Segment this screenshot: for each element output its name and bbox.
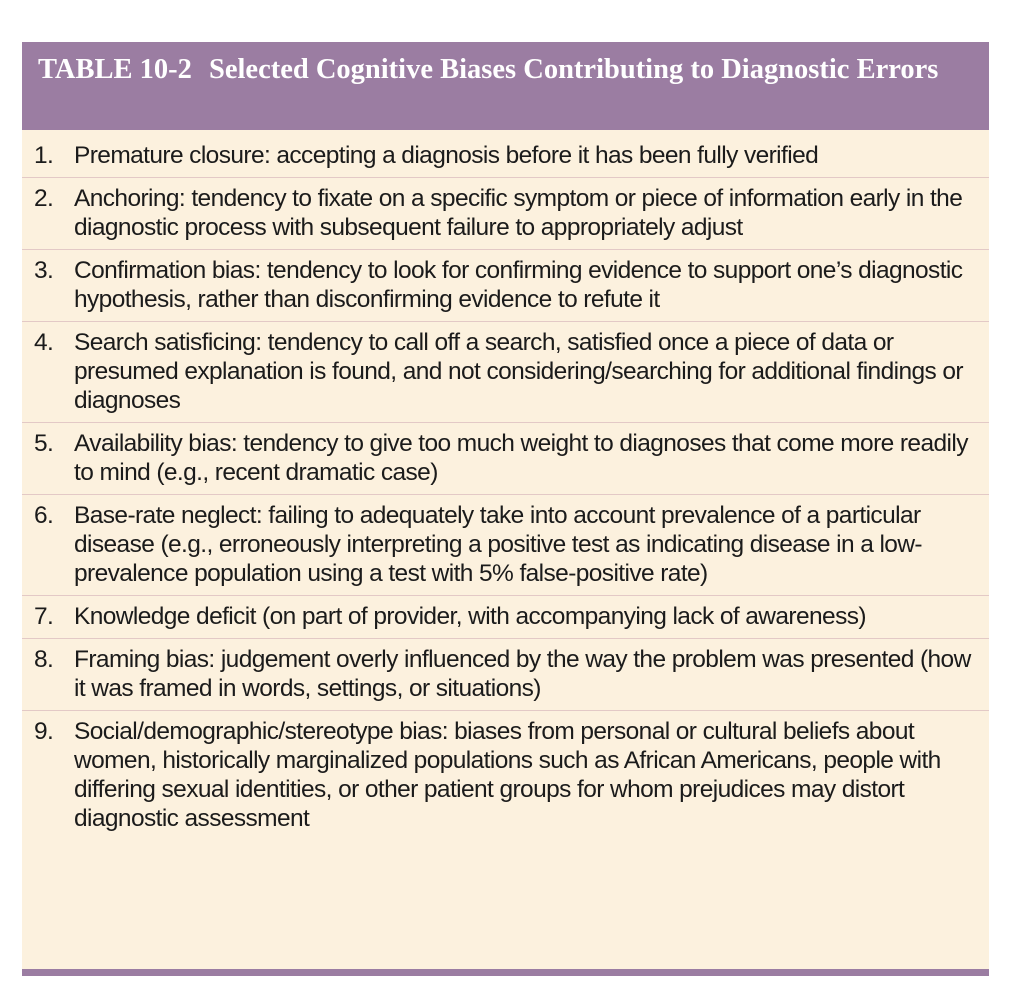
item-text: Framing bias: judgement overly influenced by the way the problem was presented (how it was framed in words, settings, or situations) bbox=[74, 646, 971, 702]
list-item bbox=[22, 328, 989, 423]
item-number: 3. bbox=[34, 257, 54, 284]
table-title: Selected Cognitive Biases Contributing to Diagnostic Errors bbox=[209, 54, 939, 85]
list-item bbox=[22, 141, 989, 178]
item-text: Search satisficing: tendency to call off a search, satisfied once a piece of data or presumed explanation is found, and not considering/searching for additional findings or diagnoses bbox=[74, 329, 963, 414]
item-number: 1. bbox=[34, 142, 54, 169]
list-item bbox=[22, 717, 989, 840]
item-number: 4. bbox=[34, 329, 54, 356]
bias-list bbox=[22, 130, 989, 840]
list-item bbox=[22, 256, 989, 322]
item-number: 2. bbox=[34, 185, 54, 212]
table-header bbox=[22, 42, 989, 130]
table-label: TABLE 10-2 bbox=[38, 54, 192, 85]
item-number: 8. bbox=[34, 646, 54, 673]
item-text: Anchoring: tendency to fixate on a specific symptom or piece of information early in the diagnostic process with subsequent failure to appropriately adjust bbox=[74, 185, 963, 241]
item-number: 5. bbox=[34, 430, 54, 457]
list-item bbox=[22, 602, 989, 639]
item-text: Confirmation bias: tendency to look for confirming evidence to support one’s diagnostic hypothesis, rather than disconfirming evidence to refute it bbox=[74, 257, 963, 313]
item-text: Knowledge deficit (on part of provider, with accompanying lack of awareness) bbox=[74, 603, 866, 630]
list-item bbox=[22, 501, 989, 596]
list-item bbox=[22, 429, 989, 495]
table-10-2 bbox=[22, 42, 989, 976]
item-text: Social/demographic/stereotype bias: biases from personal or cultural beliefs about women, historically marginalized populations such as African Americans, people with differing sexual identities, or other patient groups for whom prejudices may distort diagnostic assessment bbox=[74, 718, 941, 832]
item-number: 6. bbox=[34, 502, 54, 529]
list-item bbox=[22, 645, 989, 711]
item-text: Base-rate neglect: failing to adequately take into account prevalence of a particular disease (e.g., erroneously interpreting a positive test as indicating disease in a low-prevalence population using a test with 5% false-positive rate) bbox=[74, 502, 922, 587]
item-number: 9. bbox=[34, 718, 54, 745]
item-text: Premature closure: accepting a diagnosis before it has been fully verified bbox=[74, 142, 819, 169]
list-item bbox=[22, 184, 989, 250]
item-text: Availability bias: tendency to give too much weight to diagnoses that come more readily to mind (e.g., recent dramatic case) bbox=[74, 430, 968, 486]
item-number: 7. bbox=[34, 603, 54, 630]
